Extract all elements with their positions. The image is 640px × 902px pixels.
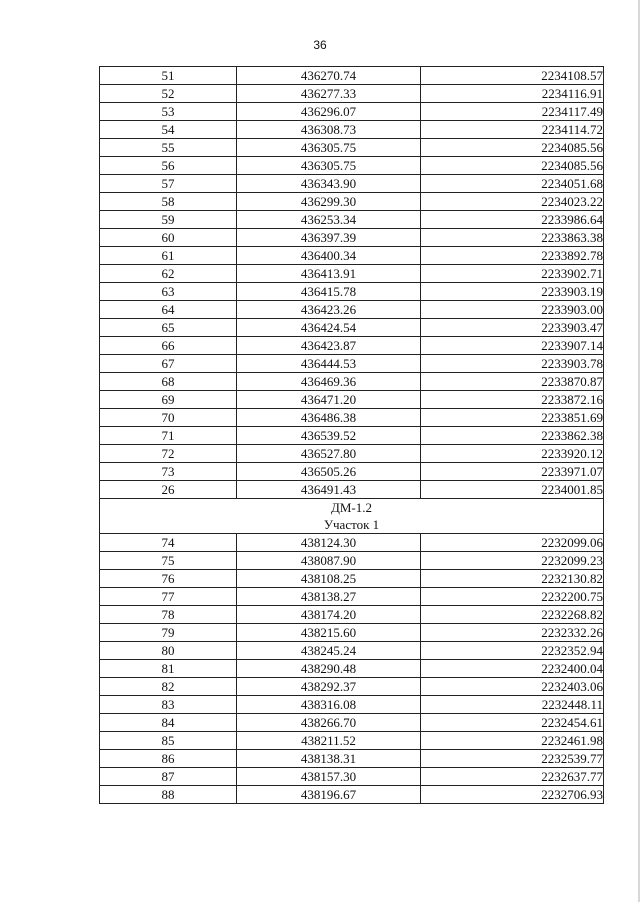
point-number-cell: 52 xyxy=(100,85,237,103)
y-coordinate-cell: 2233971.07 xyxy=(421,463,604,481)
table-row xyxy=(100,750,604,768)
point-number-cell: 85 xyxy=(100,732,237,750)
y-coordinate-cell: 2232706.93 xyxy=(421,786,604,804)
coordinates-table xyxy=(99,66,604,804)
x-coordinate-cell: 436277.33 xyxy=(237,85,421,103)
point-number-cell: 69 xyxy=(100,391,237,409)
point-number-cell: 63 xyxy=(100,283,237,301)
y-coordinate-cell: 2232352.94 xyxy=(421,642,604,660)
x-coordinate-cell: 436444.53 xyxy=(237,355,421,373)
x-coordinate-cell: 436397.39 xyxy=(237,229,421,247)
x-coordinate-cell: 438124.30 xyxy=(237,534,421,552)
point-number-cell: 60 xyxy=(100,229,237,247)
table-row xyxy=(100,391,604,409)
y-coordinate-cell: 2233872.16 xyxy=(421,391,604,409)
x-coordinate-cell: 438138.27 xyxy=(237,588,421,606)
point-number-cell: 72 xyxy=(100,445,237,463)
x-coordinate-cell: 436527.80 xyxy=(237,445,421,463)
table-row xyxy=(100,642,604,660)
point-number-cell: 82 xyxy=(100,678,237,696)
point-number-cell: 68 xyxy=(100,373,237,391)
table-row xyxy=(100,714,604,732)
table-row xyxy=(100,337,604,355)
table-row xyxy=(100,606,604,624)
x-coordinate-cell: 436270.74 xyxy=(237,67,421,85)
y-coordinate-cell: 2232130.82 xyxy=(421,570,604,588)
table-row xyxy=(100,373,604,391)
point-number-cell: 81 xyxy=(100,660,237,678)
x-coordinate-cell: 436491.43 xyxy=(237,481,421,499)
y-coordinate-cell: 2232454.61 xyxy=(421,714,604,732)
y-coordinate-cell: 2234116.91 xyxy=(421,85,604,103)
table-row xyxy=(100,175,604,193)
y-coordinate-cell: 2233863.38 xyxy=(421,229,604,247)
point-number-cell: 83 xyxy=(100,696,237,714)
y-coordinate-cell: 2232461.98 xyxy=(421,732,604,750)
point-number-cell: 58 xyxy=(100,193,237,211)
point-number-cell: 56 xyxy=(100,157,237,175)
table-row xyxy=(100,534,604,552)
x-coordinate-cell: 436413.91 xyxy=(237,265,421,283)
x-coordinate-cell: 438196.67 xyxy=(237,786,421,804)
y-coordinate-cell: 2233920.12 xyxy=(421,445,604,463)
table-row xyxy=(100,319,604,337)
table-row xyxy=(100,768,604,786)
point-number-cell: 26 xyxy=(100,481,237,499)
point-number-cell: 57 xyxy=(100,175,237,193)
x-coordinate-cell: 438245.24 xyxy=(237,642,421,660)
point-number-cell: 84 xyxy=(100,714,237,732)
x-coordinate-cell: 438290.48 xyxy=(237,660,421,678)
x-coordinate-cell: 436253.34 xyxy=(237,211,421,229)
section-subtitle: Участок 1 xyxy=(323,517,380,532)
table-row xyxy=(100,85,604,103)
coordinates-table-body-before xyxy=(100,67,604,499)
y-coordinate-cell: 2233851.69 xyxy=(421,409,604,427)
table-row xyxy=(100,355,604,373)
y-coordinate-cell: 2233862.38 xyxy=(421,427,604,445)
section-header-row xyxy=(100,499,604,534)
table-row xyxy=(100,67,604,85)
y-coordinate-cell: 2234085.56 xyxy=(421,139,604,157)
point-number-cell: 74 xyxy=(100,534,237,552)
point-number-cell: 51 xyxy=(100,67,237,85)
y-coordinate-cell: 2232268.82 xyxy=(421,606,604,624)
table-row xyxy=(100,409,604,427)
table-row xyxy=(100,570,604,588)
x-coordinate-cell: 436424.54 xyxy=(237,319,421,337)
x-coordinate-cell: 436308.73 xyxy=(237,121,421,139)
table-row xyxy=(100,678,604,696)
y-coordinate-cell: 2233903.78 xyxy=(421,355,604,373)
x-coordinate-cell: 436343.90 xyxy=(237,175,421,193)
point-number-cell: 76 xyxy=(100,570,237,588)
x-coordinate-cell: 436400.34 xyxy=(237,247,421,265)
x-coordinate-cell: 438211.52 xyxy=(237,732,421,750)
section-header xyxy=(100,499,604,534)
y-coordinate-cell: 2233903.47 xyxy=(421,319,604,337)
x-coordinate-cell: 436415.78 xyxy=(237,283,421,301)
x-coordinate-cell: 436471.20 xyxy=(237,391,421,409)
x-coordinate-cell: 436469.36 xyxy=(237,373,421,391)
table-row xyxy=(100,481,604,499)
x-coordinate-cell: 436305.75 xyxy=(237,139,421,157)
y-coordinate-cell: 2234108.57 xyxy=(421,67,604,85)
table-row xyxy=(100,283,604,301)
y-coordinate-cell: 2232539.77 xyxy=(421,750,604,768)
y-coordinate-cell: 2232448.11 xyxy=(421,696,604,714)
y-coordinate-cell: 2234001.85 xyxy=(421,481,604,499)
x-coordinate-cell: 436505.26 xyxy=(237,463,421,481)
x-coordinate-cell: 438316.08 xyxy=(237,696,421,714)
x-coordinate-cell: 438138.31 xyxy=(237,750,421,768)
table-row xyxy=(100,121,604,139)
x-coordinate-cell: 438174.20 xyxy=(237,606,421,624)
point-number-cell: 61 xyxy=(100,247,237,265)
table-row xyxy=(100,427,604,445)
table-row xyxy=(100,247,604,265)
point-number-cell: 77 xyxy=(100,588,237,606)
x-coordinate-cell: 438292.37 xyxy=(237,678,421,696)
table-row xyxy=(100,552,604,570)
point-number-cell: 86 xyxy=(100,750,237,768)
x-coordinate-cell: 438087.90 xyxy=(237,552,421,570)
y-coordinate-cell: 2232099.23 xyxy=(421,552,604,570)
point-number-cell: 80 xyxy=(100,642,237,660)
table-row xyxy=(100,157,604,175)
point-number-cell: 88 xyxy=(100,786,237,804)
x-coordinate-cell: 438266.70 xyxy=(237,714,421,732)
x-coordinate-cell: 438157.30 xyxy=(237,768,421,786)
x-coordinate-cell: 436486.38 xyxy=(237,409,421,427)
y-coordinate-cell: 2233892.78 xyxy=(421,247,604,265)
table-row xyxy=(100,265,604,283)
point-number-cell: 66 xyxy=(100,337,237,355)
table-row xyxy=(100,732,604,750)
point-number-cell: 53 xyxy=(100,103,237,121)
table-row xyxy=(100,445,604,463)
x-coordinate-cell: 436299.30 xyxy=(237,193,421,211)
y-coordinate-cell: 2234023.22 xyxy=(421,193,604,211)
x-coordinate-cell: 438215.60 xyxy=(237,624,421,642)
table-row xyxy=(100,139,604,157)
point-number-cell: 70 xyxy=(100,409,237,427)
point-number-cell: 59 xyxy=(100,211,237,229)
table-row xyxy=(100,463,604,481)
y-coordinate-cell: 2233903.00 xyxy=(421,301,604,319)
point-number-cell: 73 xyxy=(100,463,237,481)
y-coordinate-cell: 2233902.71 xyxy=(421,265,604,283)
point-number-cell: 67 xyxy=(100,355,237,373)
point-number-cell: 55 xyxy=(100,139,237,157)
x-coordinate-cell: 438108.25 xyxy=(237,570,421,588)
coordinates-table-body-after xyxy=(100,534,604,804)
section-title: ДМ-1.2 xyxy=(330,500,372,515)
y-coordinate-cell: 2232400.04 xyxy=(421,660,604,678)
point-number-cell: 75 xyxy=(100,552,237,570)
table-row xyxy=(100,229,604,247)
y-coordinate-cell: 2233903.19 xyxy=(421,283,604,301)
page-number: 36 xyxy=(313,38,327,52)
point-number-cell: 87 xyxy=(100,768,237,786)
x-coordinate-cell: 436423.87 xyxy=(237,337,421,355)
table-row xyxy=(100,624,604,642)
y-coordinate-cell: 2232200.75 xyxy=(421,588,604,606)
y-coordinate-cell: 2232403.06 xyxy=(421,678,604,696)
y-coordinate-cell: 2234114.72 xyxy=(421,121,604,139)
point-number-cell: 62 xyxy=(100,265,237,283)
y-coordinate-cell: 2232332.26 xyxy=(421,624,604,642)
table-row xyxy=(100,588,604,606)
y-coordinate-cell: 2232637.77 xyxy=(421,768,604,786)
section-header-cell xyxy=(100,499,604,534)
table-row xyxy=(100,696,604,714)
y-coordinate-cell: 2232099.06 xyxy=(421,534,604,552)
table-row xyxy=(100,660,604,678)
y-coordinate-cell: 2234051.68 xyxy=(421,175,604,193)
y-coordinate-cell: 2233907.14 xyxy=(421,337,604,355)
point-number-cell: 54 xyxy=(100,121,237,139)
y-coordinate-cell: 2233986.64 xyxy=(421,211,604,229)
y-coordinate-cell: 2233870.87 xyxy=(421,373,604,391)
x-coordinate-cell: 436539.52 xyxy=(237,427,421,445)
point-number-cell: 65 xyxy=(100,319,237,337)
point-number-cell: 71 xyxy=(100,427,237,445)
table-row xyxy=(100,211,604,229)
table-row xyxy=(100,786,604,804)
point-number-cell: 64 xyxy=(100,301,237,319)
x-coordinate-cell: 436423.26 xyxy=(237,301,421,319)
y-coordinate-cell: 2234085.56 xyxy=(421,157,604,175)
x-coordinate-cell: 436296.07 xyxy=(237,103,421,121)
point-number-cell: 79 xyxy=(100,624,237,642)
y-coordinate-cell: 2234117.49 xyxy=(421,103,604,121)
point-number-cell: 78 xyxy=(100,606,237,624)
x-coordinate-cell: 436305.75 xyxy=(237,157,421,175)
table-row xyxy=(100,103,604,121)
table-row xyxy=(100,193,604,211)
table-row xyxy=(100,301,604,319)
